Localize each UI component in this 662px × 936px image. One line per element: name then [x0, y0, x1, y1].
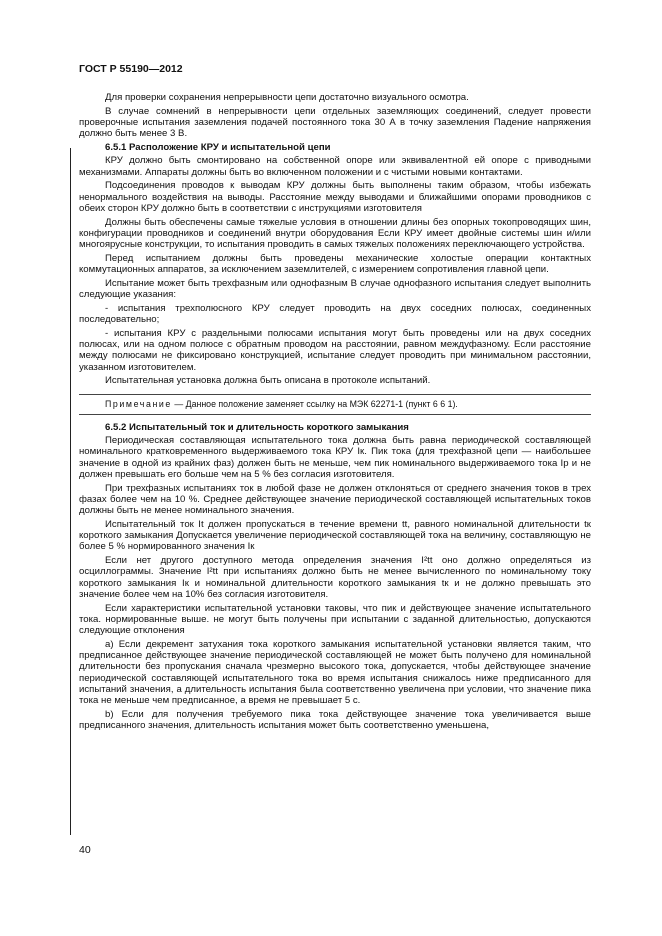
page-number: 40: [79, 844, 91, 856]
paragraph: Перед испытанием должны быть проведены механические холостые операции контактных коммутационных аппаратов, за исключением заземлителей, с измерением сопротивления главной цепи.: [79, 252, 591, 275]
paragraph: Подсоединения проводов к выводам КРУ должны быть выполнены таким образом, чтобы избежать ненормального воздействия на выводы. Расстояние между выводами и ближайшими опорами проводников с обеих сторон КРУ должно быть в соответствии с инструкциями изготовителя: [79, 180, 591, 214]
page-body: [79, 92, 591, 734]
paragraph: КРУ должно быть смонтировано на собственной опоре или эквивалентной ей опоре с приводными механизмами. Аппараты должны быть во включенном положении и с чистыми новыми контактами.: [79, 155, 591, 178]
section-heading: 6.5.2 Испытательный ток и длительность короткого замыкания: [105, 421, 409, 433]
paragraph: Если нет другого доступного метода определения значения I²tt оно должно определяться из осциллограммы. Значение I²tt при испытаниях должно быть не менее вычисленного по номинальному току короткого замыкания Iк и номинальной длительности короткого замыкания tк и не должно превышать это значение более чем на 10% без согласия изготовителя.: [79, 555, 591, 600]
list-item: - испытания трехполюсного КРУ следует проводить на двух соседних полюсах, соединенных последовательно;: [79, 302, 591, 325]
list-item: b) Если для получения требуемого пика тока действующее значение тока увеличивается выше предписанного значения, длительность испытания может быть соответственно уменьшена,: [79, 708, 591, 731]
paragraph: Если характеристики испытательной установки таковы, что пик и действующее значение испытательного тока. нормированные выше. не могут быть получены при испытании с заданной длительностью, допускаются следующие отклонения: [79, 602, 591, 636]
change-bar: [70, 148, 71, 835]
note-text: — Данное положение заменяет ссылку на МЭК 62271-1 (пункт 6 6 1).: [171, 398, 458, 409]
section-heading: 6.5.1 Расположение КРУ и испытательной цепи: [105, 142, 331, 153]
paragraph: Периодическая составляющая испытательного тока должна быть равна периодической составляющей номинального кратковременного выдерживаемого тока КРУ Iк. Пик тока (для трехфазной цепи — наибольшее значение в одной из крайних фаз) должен быть не меньше, чем пик номинального выдерживаемого тока Iр и не должен превышать его больше чем на 5 % без согласия изготовителя.: [79, 435, 591, 480]
paragraph: Для проверки сохранения непрерывности цепи достаточно визуального осмотра.: [105, 92, 469, 103]
paragraph: Испытание может быть трехфазным или однофазным В случае однофазного испытания следует выполнить следующие указания:: [79, 277, 591, 300]
paragraph: Испытательная установка должна быть описана в протоколе испытаний.: [105, 375, 431, 387]
page-header: ГОСТ Р 55190—2012: [79, 63, 183, 75]
paragraph: Испытательный ток It должен пропускаться в течение времени tt, равного номинальной длительности tк короткого замыкания Допускается увеличение периодической составляющей тока на величину, составляющую не более 5 % нормированного значения Iк: [79, 518, 591, 553]
list-item: - испытания КРУ с раздельными полюсами испытания могут быть проведены или на двух соседних полюсах, или на одном полюсе с обратным проводом на расстоянии, равном междуфазному. Если расстояние между полюсами не фиксировано конструкцией, испытание следует проводить при минимальном расстоянии, указанном изготовителем.: [79, 327, 591, 373]
paragraph: При трехфазных испытаниях ток в любой фазе не должен отклоняться от среднего значения токов в трех фазах более чем на 10 %. Среднее действующее значение периодической составляющей испытательных токов должны быть не менее номинального значения.: [79, 482, 591, 516]
note-box: [79, 394, 591, 415]
paragraph: В случае сомнений в непрерывности цепи отдельных заземляющих соединений, следует провести проверочные испытания заземления подачей постоянного тока 30 А в точку заземления Падение напряжения должно быть менее 3 В.: [79, 105, 591, 140]
note-label: Примечание: [105, 398, 172, 409]
paragraph: Должны быть обеспечены самые тяжелые условия в отношении длины без опорных токопроводящих шин, конфигурации проводников и соединений внутри оборудования Если КРУ имеет двойные системы шин и/или многоярусные конструкции, то испытания проводить в самых тяжелых положениях переключающего устройства.: [79, 216, 591, 250]
list-item: а) Если декремент затухания тока короткого замыкания испытательной установки является таким, что предписанное действующее значение периодической составляющей не может быть получено для номинальной длительности без пропускания сначала чрезмерно высокого тока, допускается, чтобы действующее значение периодической составляющей испытательного тока во время испытания снижалось ниже предписанного для испытаний значения, а длительность испытания была соответственно увеличена при условии, что значение пика тока не меньше чем предписанное, а время не превышает 5 с.: [79, 638, 591, 706]
